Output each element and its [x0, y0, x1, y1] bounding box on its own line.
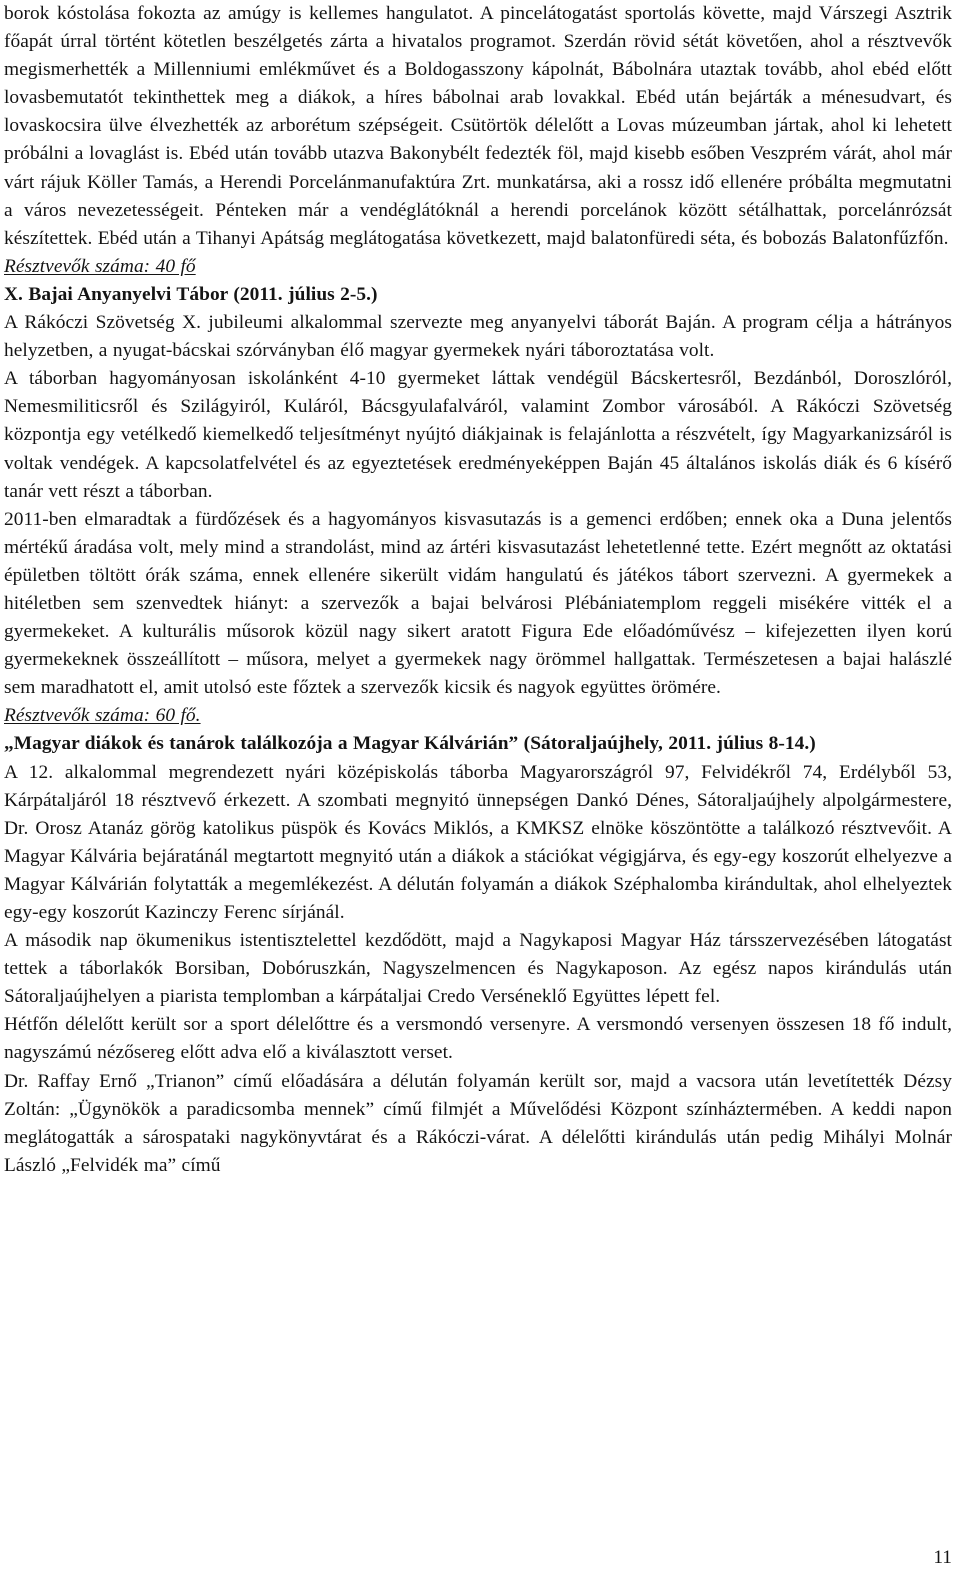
paragraph-kalvaria-lecture: Dr. Raffay Ernő „Trianon” című előadására a délután folyamán került sor, majd a vacsora után levetítették Dézsy Zoltán: „Ügynökök a paradicsomba mennek” című filmjét a Művelődési Központ színháztermében. A keddi napon meglátogatták a sárospataki nagykönyvtárat és a Rákóczi-várat. A délelőtti kirándulás után pedig Mihályi Molnár László „Felvidék ma” című [4, 1070, 952, 1176]
participants-count-60 [4, 702, 952, 730]
section-heading-magyar-kalvaria: „Magyar diákok és tanárok találkozója a Magyar Kálvárián” (Sátoraljaújhely, 2011. július 8-14.) [4, 733, 816, 755]
document-page [4, 0, 952, 1180]
paragraph-kalvaria-opening: A 12. alkalommal megrendezett nyári középiskolás táborba Magyarországról 97, Felvidékről 74, Erdélyből 53, Kárpátaljáról 18 résztvevő érkezett. A szombati megnyitó ünnepségen Dankó Dénes, Sátoraljaújhely alpolgármestere, Dr. Orosz Atanáz görög katolikus püspök és Kovács Miklós, a KMKSZ elnöke köszöntötte a találkozó résztvevőit. A Magyar Kálvária bejáratánál megtartott megnyitó után a diákok a stációkat végigjárva, és egy-egy koszorút elhelyezve a Magyar Kálvárián folytatták a megemlékezést. A délután folyamán a diákok Széphalomba kirándultak, ahol elhelyeztek egy-egy koszorút Kazinczy Ferenc sírjánál. [4, 761, 952, 923]
paragraph-kalvaria-monday: Hétfőn délelőtt került sor a sport délelőttre és a versmondó versenyre. A versmondó versenyen összesen 18 fő indult, nagyszámú nézősereg előtt adva elő a kiválasztott verset. [4, 1014, 952, 1064]
page-number: 11 [933, 1547, 952, 1568]
participants-label: Résztvevők száma: 40 fő [4, 255, 196, 277]
paragraph-bajai-guests: A táborban hagyományosan iskolánként 4-10 gyermeket láttak vendégül Bácskertesről, Bezdánból, Doroszlóról, Nemesmiliticsről és Szilágyiról, Kuláról, Bácsgyulafalváról, valamint Zombor városából. A Rákóczi Szövetség központja egy vetélkedő kiemelkedő teljesítményt nyújtó diákjainak is felajánlotta a részvételt, így Magyarkanizsáról is voltak vendégek. A kapcsolatfelvétel és az egyeztetések eredményeképpen Baján 45 általános iskolás diák és 6 kísérő tanár vett részt a táborban. [4, 368, 952, 502]
paragraph-bajai-intro: A Rákóczi Szövetség X. jubileumi alkalommal szervezte meg anyanyelvi táborát Baján. A program célja a hátrányos helyzetben, a nyugat-bácskai szórványban élő magyar gyermekek nyári táboroztatása volt. [4, 312, 952, 362]
paragraph-kalvaria-day2: A második nap ökumenikus istentisztelettel kezdődött, majd a Nagykaposi Magyar Ház társszervezésében látogatást tettek a táborlakók Borsiban, Dobóruszkán, Nagyszelmencen és Nagykaposon. Az egész napos kirándulás után Sátoraljaújhelyen a piarista templomban a kárpátaljai Credo Verséneklő Együttes lépett fel. [4, 930, 952, 1008]
participants-count-40 [4, 253, 952, 281]
participants-label: Résztvevők száma: 60 fő. [4, 705, 201, 727]
paragraph-pannonhalma-visit: borok kóstolása fokozta az amúgy is kellemes hangulatot. A pincelátogatást sportolás követte, majd Várszegi Asztrik főapát úrral történt kötetlen beszélgetés zárta a hivatalos programot. Szerdán rövid sétát követően, ahol a résztvevők megismerhették a Millenniumi emlékművet és a Boldogasszony kápolnát, Bábolnára utaztak tovább, ahol ebéd előtt lovasbemutatót tekinthettek meg a diákok, a híres bábolnai arab lovakkal. Ebéd után bejárták a ménesudvart, és lovaskocsira ülve élvezhették az arborétum szépségeit. Csütörtök délelőtt a Lovas múzeumban jártak, ahol ki lehetett próbálni a lovaglást is. Ebéd után tovább utazva Bakonybélt fedezték föl, majd kisebb esőben Veszprém várát, ahol már várt rájuk Köller Tamás, a Herendi Porcelánmanufaktúra Zrt. munkatársa, aki a rossz idő ellenére próbálta megmutatni a város nevezetességeit. Pénteken már a vendéglátóknál a herendi porcelánok között sétálhattak, porcelánrózsát készítettek. Ebéd után a Tihanyi Apátság meglátogatása következett, majd balatonfüredi séta, és bobozás Balatonfűzfőn. [4, 3, 952, 249]
section-heading-bajai-tabor: X. Bajai Anyanyelvi Tábor (2011. július 2-5.) [4, 283, 378, 305]
paragraph-bajai-program: 2011-ben elmaradtak a fürdőzések és a hagyományos kisvasutazás is a gemenci erdőben; ennek oka a Duna jelentős mértékű áradása volt, mely mind a strandolást, mind az ártéri kisvasutazást lehetetlenné tette. Ezért megnőtt az oktatási épületben töltött órák száma, ennek ellenére sikerült vidám hangulatú és játékos tábort szervezni. A gyermekek a hitéletben sem szenvedtek hiányt: a szervezők a bajai belvárosi Plébániatemplom reggeli misékére vitték el a gyermekeket. A kulturális műsorok közül nagy sikert aratott Figura Ede előadóművész – kifejezetten ilyen korú gyermekeknek összeállított – műsora, melyet a gyermekek nagy örömmel hallgattak. Természetesen a bajai halászlé sem maradhatott el, amit utolsó este főztek a szervezők kicsik és nagyok együttes örömére. [4, 508, 952, 699]
